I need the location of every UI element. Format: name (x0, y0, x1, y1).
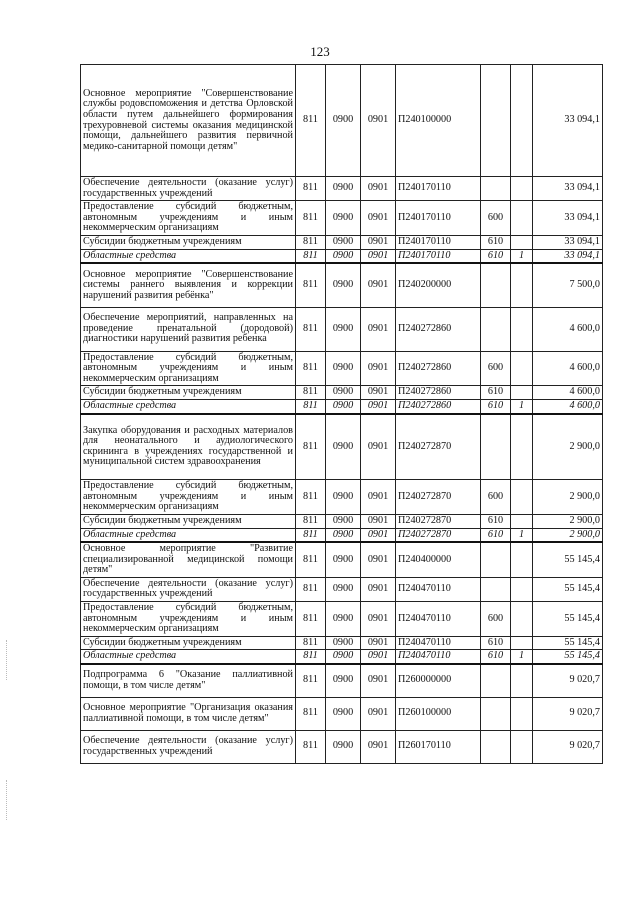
row-expense-group (481, 730, 511, 763)
row-section: 0900 (326, 263, 361, 307)
row-subsection: 0901 (361, 400, 396, 414)
row-code: 811 (296, 528, 326, 542)
row-expense-group: 610 (481, 235, 511, 249)
row-section: 0900 (326, 636, 361, 650)
row-amount: 2 900,0 (533, 514, 603, 528)
row-section: 0900 (326, 201, 361, 236)
row-funding-source: 1 (511, 650, 533, 664)
row-amount: 7 500,0 (533, 263, 603, 307)
row-section: 0900 (326, 542, 361, 577)
row-amount: 55 145,4 (533, 542, 603, 577)
row-section: 0900 (326, 480, 361, 515)
table-row (81, 730, 603, 763)
row-name: Областные средства (81, 249, 296, 263)
row-code: 811 (296, 602, 326, 637)
margin-scan-mark (6, 640, 8, 680)
row-name: Областные средства (81, 400, 296, 414)
row-name: Субсидии бюджетным учреждениям (81, 235, 296, 249)
row-code: 811 (296, 177, 326, 201)
row-section: 0900 (326, 235, 361, 249)
table-row (81, 514, 603, 528)
table-row (81, 177, 603, 201)
row-amount: 55 145,4 (533, 650, 603, 664)
row-funding-source: 1 (511, 528, 533, 542)
row-code: 811 (296, 400, 326, 414)
row-expense-group: 610 (481, 636, 511, 650)
table-row (81, 650, 603, 664)
row-subsection: 0901 (361, 480, 396, 515)
table-row (81, 542, 603, 577)
row-amount: 33 094,1 (533, 235, 603, 249)
row-code: 811 (296, 235, 326, 249)
row-amount: 55 145,4 (533, 636, 603, 650)
row-target-code: П240170110 (396, 249, 481, 263)
table-row (81, 65, 603, 177)
row-name: Областные средства (81, 650, 296, 664)
row-code: 811 (296, 249, 326, 263)
table-row (81, 386, 603, 400)
row-funding-source (511, 65, 533, 177)
row-amount: 33 094,1 (533, 201, 603, 236)
row-funding-source: 1 (511, 400, 533, 414)
row-expense-group (481, 307, 511, 351)
row-code: 811 (296, 730, 326, 763)
row-name: Предоставление субсидий бюджетным, автономным учреждениям и иным некоммерческим организациям (81, 351, 296, 386)
row-code: 811 (296, 414, 326, 480)
row-target-code: П240272860 (396, 386, 481, 400)
table-row (81, 577, 603, 601)
row-funding-source (511, 480, 533, 515)
row-subsection: 0901 (361, 514, 396, 528)
row-expense-group: 600 (481, 351, 511, 386)
row-funding-source (511, 235, 533, 249)
row-target-code: П260000000 (396, 664, 481, 697)
row-funding-source (511, 307, 533, 351)
row-target-code: П240470110 (396, 602, 481, 637)
row-section: 0900 (326, 664, 361, 697)
row-amount: 2 900,0 (533, 414, 603, 480)
row-name: Основное мероприятие "Совершенствование службы родовспоможения и детства Орловской области путем дальнейшего формирования трехуровневой системы оказания медицинской помощи, дальнейшего развития первичной медико-санитарной помощи детям" (81, 65, 296, 177)
row-subsection: 0901 (361, 636, 396, 650)
row-target-code: П240272870 (396, 480, 481, 515)
row-name: Субсидии бюджетным учреждениям (81, 636, 296, 650)
row-code: 811 (296, 650, 326, 664)
row-section: 0900 (326, 177, 361, 201)
table-row (81, 602, 603, 637)
row-expense-group: 610 (481, 514, 511, 528)
row-expense-group: 610 (481, 249, 511, 263)
row-subsection: 0901 (361, 235, 396, 249)
table-row (81, 697, 603, 730)
row-funding-source (511, 636, 533, 650)
row-expense-group: 600 (481, 201, 511, 236)
row-code: 811 (296, 65, 326, 177)
row-target-code: П240170110 (396, 235, 481, 249)
page-number: 123 (310, 44, 330, 59)
row-funding-source (511, 602, 533, 637)
row-funding-source (511, 664, 533, 697)
row-code: 811 (296, 386, 326, 400)
row-code: 811 (296, 542, 326, 577)
row-target-code: П240170110 (396, 201, 481, 236)
row-expense-group: 610 (481, 386, 511, 400)
row-section: 0900 (326, 414, 361, 480)
table-row (81, 664, 603, 697)
row-funding-source (511, 414, 533, 480)
row-amount: 2 900,0 (533, 480, 603, 515)
row-name: Обеспечение деятельности (оказание услуг) государственных учреждений (81, 577, 296, 601)
row-target-code: П240200000 (396, 263, 481, 307)
table-row (81, 263, 603, 307)
row-name: Обеспечение деятельности (оказание услуг) государственных учреждений (81, 730, 296, 763)
row-code: 811 (296, 201, 326, 236)
row-name: Основное мероприятие "Совершенствование системы раннего выявления и коррекции нарушений развития ребёнка" (81, 263, 296, 307)
row-subsection: 0901 (361, 697, 396, 730)
row-section: 0900 (326, 650, 361, 664)
row-subsection: 0901 (361, 65, 396, 177)
row-funding-source (511, 577, 533, 601)
row-target-code: П240470110 (396, 650, 481, 664)
row-name: Субсидии бюджетным учреждениям (81, 514, 296, 528)
row-target-code: П240170110 (396, 177, 481, 201)
row-expense-group (481, 697, 511, 730)
row-expense-group: 610 (481, 650, 511, 664)
row-code: 811 (296, 351, 326, 386)
row-target-code: П260100000 (396, 697, 481, 730)
row-funding-source (511, 177, 533, 201)
row-target-code: П240470110 (396, 577, 481, 601)
row-section: 0900 (326, 577, 361, 601)
row-amount: 4 600,0 (533, 386, 603, 400)
row-subsection: 0901 (361, 386, 396, 400)
row-target-code: П240400000 (396, 542, 481, 577)
row-section: 0900 (326, 351, 361, 386)
row-expense-group (481, 263, 511, 307)
row-subsection: 0901 (361, 307, 396, 351)
row-section: 0900 (326, 307, 361, 351)
budget-table (80, 64, 603, 764)
table-row (81, 351, 603, 386)
row-section: 0900 (326, 602, 361, 637)
row-expense-group (481, 177, 511, 201)
row-subsection: 0901 (361, 351, 396, 386)
row-expense-group: 610 (481, 528, 511, 542)
row-code: 811 (296, 697, 326, 730)
budget-table-body (81, 65, 603, 764)
row-name: Предоставление субсидий бюджетным, автономным учреждениям и иным некоммерческим организациям (81, 201, 296, 236)
row-funding-source (511, 351, 533, 386)
row-subsection: 0901 (361, 730, 396, 763)
row-section: 0900 (326, 400, 361, 414)
row-target-code: П240272870 (396, 514, 481, 528)
row-expense-group (481, 577, 511, 601)
row-target-code: П240272860 (396, 307, 481, 351)
row-expense-group (481, 664, 511, 697)
row-code: 811 (296, 636, 326, 650)
row-funding-source: 1 (511, 249, 533, 263)
table-row (81, 528, 603, 542)
row-subsection: 0901 (361, 414, 396, 480)
row-name: Предоставление субсидий бюджетным, автономным учреждениям и иным некоммерческим организациям (81, 480, 296, 515)
row-funding-source (511, 730, 533, 763)
row-target-code: П240272860 (396, 400, 481, 414)
row-funding-source (511, 263, 533, 307)
row-name: Обеспечение деятельности (оказание услуг) государственных учреждений (81, 177, 296, 201)
table-row (81, 201, 603, 236)
row-code: 811 (296, 480, 326, 515)
row-amount: 33 094,1 (533, 65, 603, 177)
table-row (81, 636, 603, 650)
table-row (81, 249, 603, 263)
row-name: Основное мероприятие "Организация оказания паллиативной помощи, в том числе детям" (81, 697, 296, 730)
row-name: Обеспечение мероприятий, направленных на проведение пренатальной (дородовой) диагностики нарушений развития ребенка (81, 307, 296, 351)
row-amount: 2 900,0 (533, 528, 603, 542)
row-funding-source (511, 386, 533, 400)
row-code: 811 (296, 263, 326, 307)
row-subsection: 0901 (361, 177, 396, 201)
row-amount: 9 020,7 (533, 730, 603, 763)
table-row (81, 307, 603, 351)
row-target-code: П240272860 (396, 351, 481, 386)
row-code: 811 (296, 664, 326, 697)
row-expense-group: 600 (481, 480, 511, 515)
row-section: 0900 (326, 697, 361, 730)
row-subsection: 0901 (361, 577, 396, 601)
row-subsection: 0901 (361, 602, 396, 637)
row-target-code: П240272870 (396, 528, 481, 542)
row-name: Предоставление субсидий бюджетным, автономным учреждениям и иным некоммерческим организациям (81, 602, 296, 637)
margin-scan-mark (6, 780, 8, 820)
row-amount: 4 600,0 (533, 307, 603, 351)
row-subsection: 0901 (361, 201, 396, 236)
row-funding-source (511, 201, 533, 236)
table-row (81, 235, 603, 249)
row-section: 0900 (326, 249, 361, 263)
row-target-code: П260170110 (396, 730, 481, 763)
row-expense-group: 600 (481, 602, 511, 637)
row-funding-source (511, 697, 533, 730)
row-amount: 9 020,7 (533, 664, 603, 697)
row-target-code: П240100000 (396, 65, 481, 177)
row-section: 0900 (326, 528, 361, 542)
row-expense-group: 610 (481, 400, 511, 414)
row-subsection: 0901 (361, 664, 396, 697)
row-subsection: 0901 (361, 263, 396, 307)
row-section: 0900 (326, 514, 361, 528)
row-amount: 55 145,4 (533, 602, 603, 637)
row-section: 0900 (326, 386, 361, 400)
row-amount: 4 600,0 (533, 351, 603, 386)
row-code: 811 (296, 307, 326, 351)
row-subsection: 0901 (361, 650, 396, 664)
row-section: 0900 (326, 730, 361, 763)
row-name: Закупка оборудования и расходных материалов для неонатального и аудиологического скрининга в учреждениях государственной и муниципальной систем здравоохранения (81, 414, 296, 480)
row-target-code: П240272870 (396, 414, 481, 480)
row-funding-source (511, 514, 533, 528)
row-section: 0900 (326, 65, 361, 177)
row-amount: 55 145,4 (533, 577, 603, 601)
row-amount: 4 600,0 (533, 400, 603, 414)
table-row (81, 480, 603, 515)
row-amount: 33 094,1 (533, 177, 603, 201)
row-funding-source (511, 542, 533, 577)
row-expense-group (481, 542, 511, 577)
row-code: 811 (296, 514, 326, 528)
row-name: Подпрограмма 6 "Оказание паллиативной помощи, в том числе детям" (81, 664, 296, 697)
row-subsection: 0901 (361, 542, 396, 577)
row-name: Областные средства (81, 528, 296, 542)
row-name: Субсидии бюджетным учреждениям (81, 386, 296, 400)
row-name: Основное мероприятие "Развитие специализированной медицинской помощи детям" (81, 542, 296, 577)
row-expense-group (481, 414, 511, 480)
row-target-code: П240470110 (396, 636, 481, 650)
table-row (81, 414, 603, 480)
row-amount: 33 094,1 (533, 249, 603, 263)
table-row (81, 400, 603, 414)
row-amount: 9 020,7 (533, 697, 603, 730)
row-subsection: 0901 (361, 249, 396, 263)
row-code: 811 (296, 577, 326, 601)
row-expense-group (481, 65, 511, 177)
row-subsection: 0901 (361, 528, 396, 542)
